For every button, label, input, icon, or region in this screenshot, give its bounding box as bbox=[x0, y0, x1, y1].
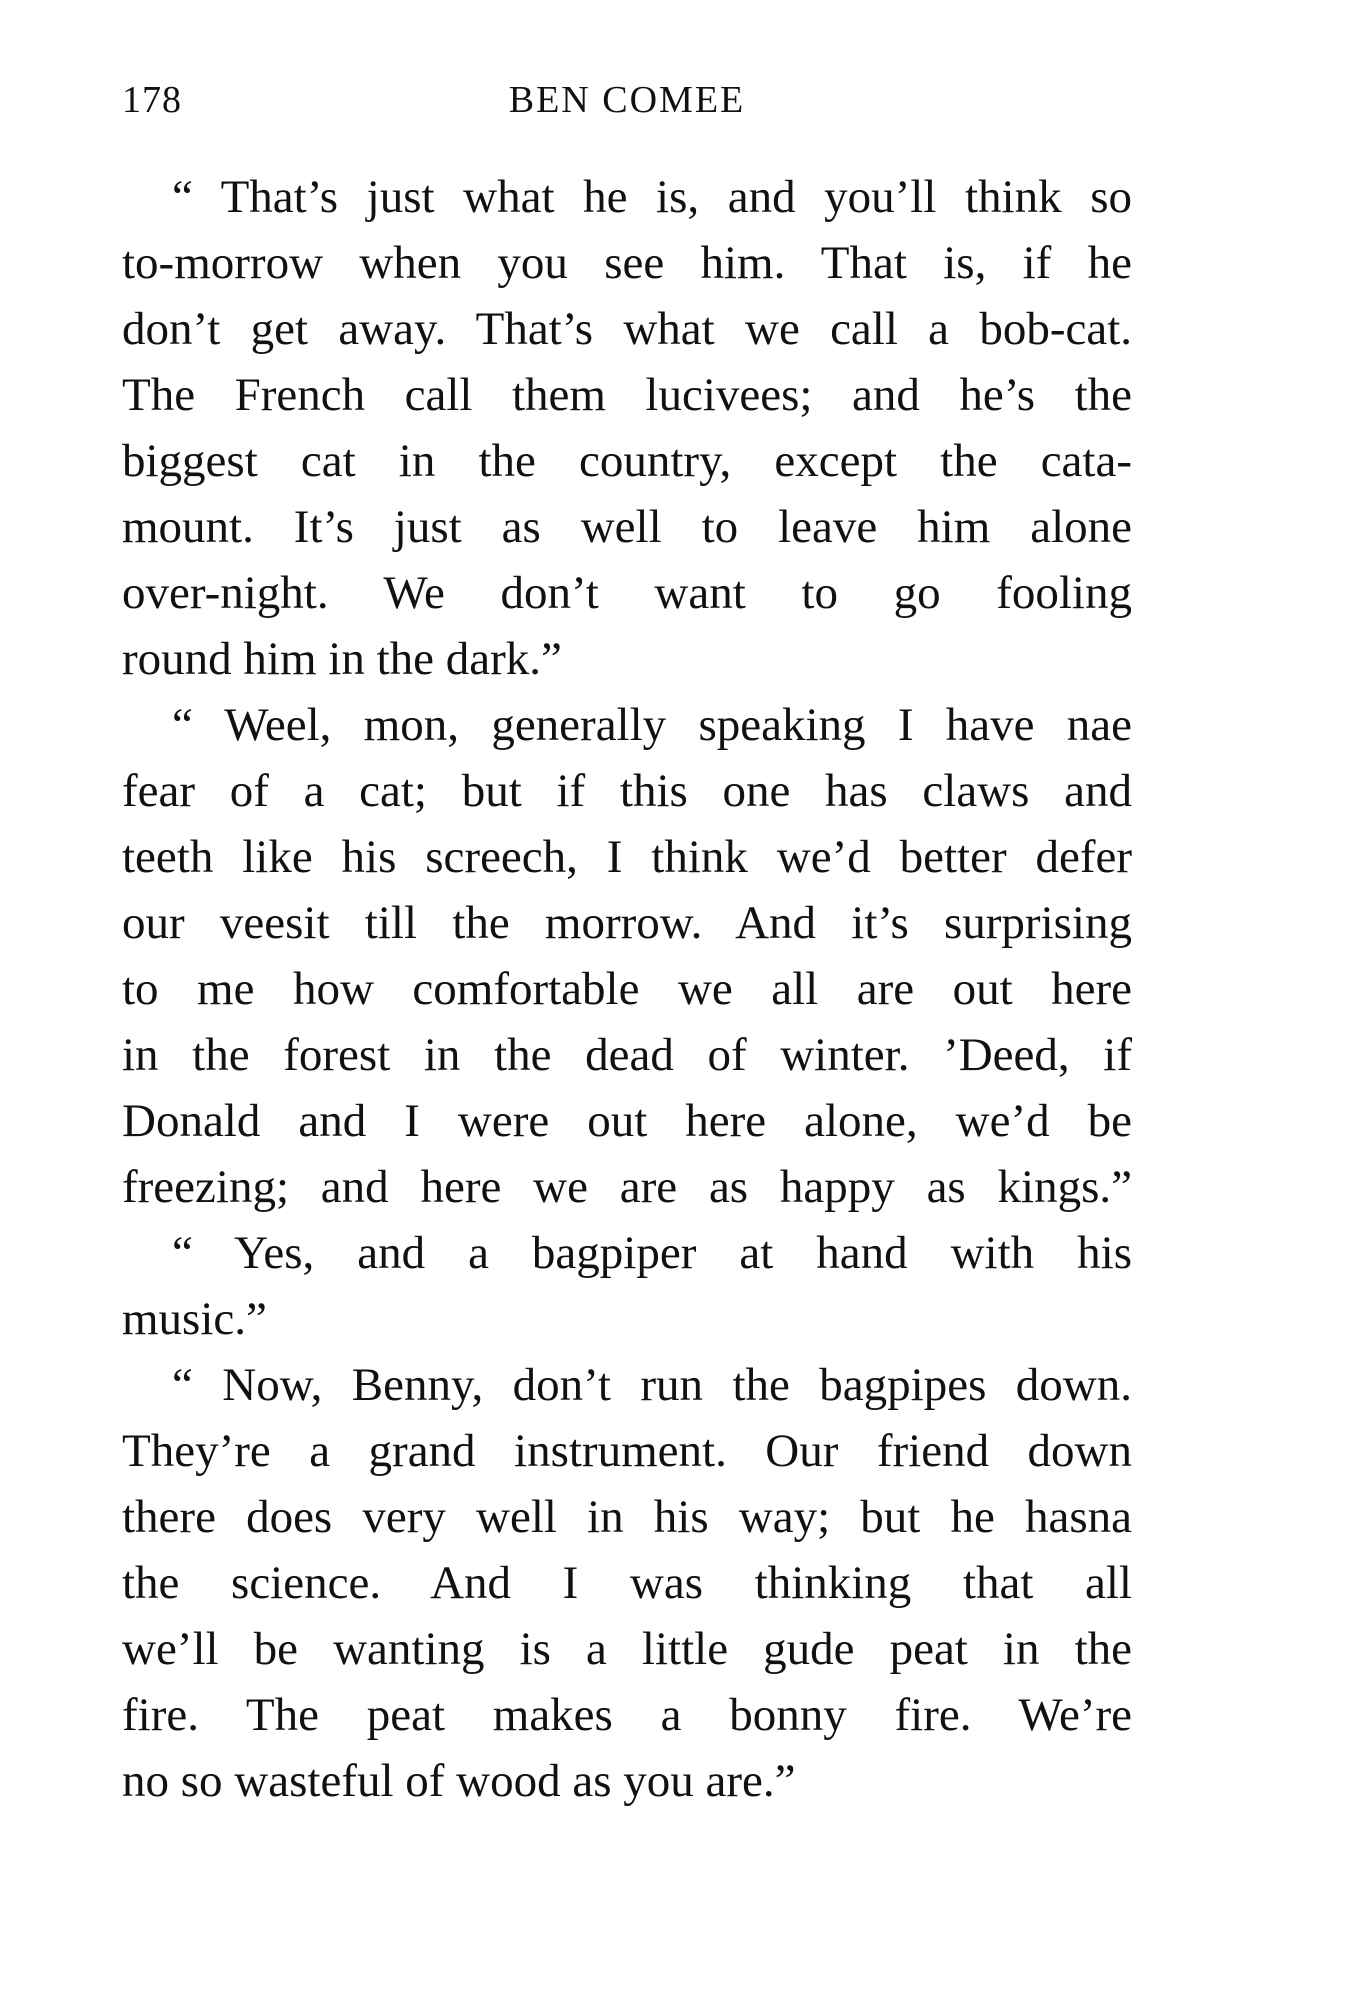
text-line: music.” bbox=[122, 1293, 267, 1345]
text-line: don’t get away. That’s what we call a bob-cat. bbox=[122, 303, 1132, 355]
text-line: “ That’s just what he is, and you’ll think so bbox=[172, 171, 1132, 223]
text-line: They’re a grand instrument. Our friend down bbox=[122, 1425, 1132, 1477]
text-line: Donald and I were out here alone, we’d be bbox=[122, 1095, 1132, 1147]
text-line: to-morrow when you see him. That is, if he bbox=[122, 237, 1132, 289]
text-line: round him in the dark.” bbox=[122, 633, 562, 685]
text-line: “ Weel, mon, generally speaking I have nae bbox=[172, 699, 1132, 751]
text-line: “ Now, Benny, don’t run the bagpipes down. bbox=[172, 1359, 1132, 1411]
page-number: 178 bbox=[122, 79, 182, 121]
text-line: “ Yes, and a bagpiper at hand with his bbox=[172, 1227, 1132, 1279]
paragraph bbox=[122, 692, 1132, 1220]
running-head bbox=[122, 78, 1132, 128]
text-line: the science. And I was thinking that all bbox=[122, 1557, 1132, 1609]
text-line: mount. It’s just as well to leave him alone bbox=[122, 501, 1132, 553]
text-line: teeth like his screech, I think we’d better defer bbox=[122, 831, 1132, 883]
text-line: no so wasteful of wood as you are.” bbox=[122, 1755, 796, 1807]
text-line: to me how comfortable we all are out here bbox=[122, 963, 1132, 1015]
text-line: in the forest in the dead of winter. ’Deed, if bbox=[122, 1029, 1132, 1081]
text-line: fear of a cat; but if this one has claws and bbox=[122, 765, 1132, 817]
text-line: over-night. We don’t want to go fooling bbox=[122, 567, 1132, 619]
text-line: there does very well in his way; but he hasna bbox=[122, 1491, 1132, 1543]
text-line: we’ll be wanting is a little gude peat in the bbox=[122, 1623, 1132, 1675]
paragraph bbox=[122, 1220, 1132, 1352]
paragraph bbox=[122, 1352, 1132, 1814]
text-line: The French call them lucivees; and he’s the bbox=[122, 369, 1132, 421]
paragraph bbox=[122, 164, 1132, 692]
book-title: BEN COMEE bbox=[508, 79, 746, 121]
body-text bbox=[122, 164, 1132, 1814]
text-line: biggest cat in the country, except the cata- bbox=[122, 435, 1132, 487]
text-line: fire. The peat makes a bonny fire. We’re bbox=[122, 1689, 1132, 1741]
text-line: our veesit till the morrow. And it’s surprising bbox=[122, 897, 1132, 949]
text-line: freezing; and here we are as happy as kings.” bbox=[122, 1161, 1132, 1213]
